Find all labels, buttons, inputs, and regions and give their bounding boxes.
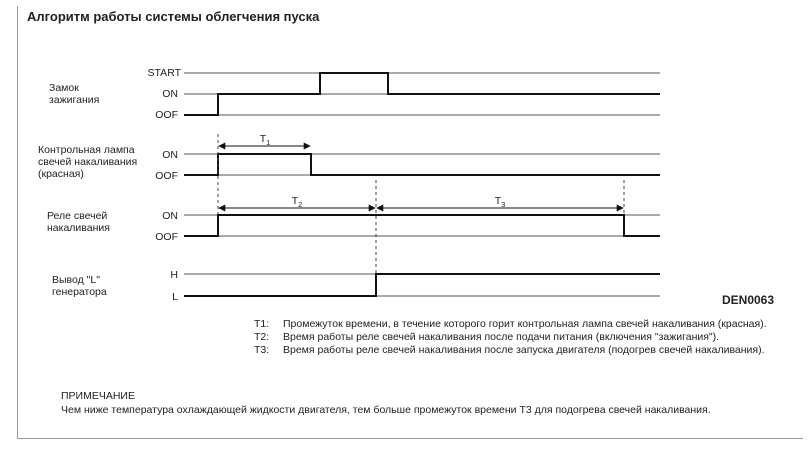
note-t2 bbox=[254, 331, 799, 344]
signal-name-generator-line1: Вывод "L" bbox=[52, 274, 100, 286]
waveform-generator bbox=[184, 274, 660, 296]
interval-notes bbox=[254, 318, 799, 357]
note-text: Время работы реле свечей накаливания после запуска двигателя (подогрев свечей накаливания). bbox=[283, 344, 765, 356]
level-label-ignition-oof: OOF bbox=[155, 109, 178, 121]
note-text: Промежуток времени, в течение которого горит контрольная лампа свечей накаливания (красная). bbox=[283, 318, 767, 330]
interval-label-t2: $T_2$ bbox=[291, 195, 303, 209]
waveform-relay bbox=[184, 215, 660, 236]
note-key: T1: bbox=[254, 318, 270, 330]
page-title: Алгоритм работы системы облегчения пуска bbox=[27, 9, 320, 24]
signal-name-relay-line2: накаливания bbox=[47, 222, 110, 234]
level-label-relay-oof: OOF bbox=[155, 231, 178, 243]
signal-name-lamp bbox=[38, 144, 140, 180]
note-key: T3: bbox=[254, 344, 270, 356]
level-label-generator-h: H bbox=[170, 269, 178, 281]
level-label-relay-on: ON bbox=[162, 210, 178, 222]
signal-name-relay-line1: Реле свечей bbox=[47, 210, 108, 222]
signal-name-ignition-line1: Замок bbox=[49, 82, 79, 94]
note-text: Время работы реле свечей накаливания после подачи питания (включения "зажигания"). bbox=[283, 331, 720, 343]
signal-name-lamp-line3: (красная) bbox=[38, 168, 84, 180]
signal-name-generator-line2: генератора bbox=[52, 286, 107, 298]
waveform-ignition bbox=[184, 73, 660, 115]
level-label-generator-l: L bbox=[172, 291, 178, 303]
level-label-ignition-on: ON bbox=[162, 88, 178, 100]
bottom-border-rule bbox=[17, 438, 803, 439]
signal-name-ignition bbox=[49, 82, 99, 106]
interval-label-t3: $T_3$ bbox=[494, 195, 506, 209]
level-label-lamp-on: ON bbox=[162, 149, 178, 161]
interval-label-t1: $T_1$ bbox=[259, 133, 271, 147]
level-label-ignition-start: START bbox=[147, 67, 181, 79]
remark-heading: ПРИМЕЧАНИЕ bbox=[61, 390, 135, 402]
signal-name-ignition-line2: зажигания bbox=[49, 94, 100, 106]
figure-code: DEN0063 bbox=[722, 293, 775, 307]
note-t3 bbox=[254, 344, 799, 357]
level-label-lamp-oof: OOF bbox=[155, 170, 178, 182]
signal-name-generator bbox=[52, 274, 107, 298]
note-t1 bbox=[254, 318, 799, 331]
note-key: T2: bbox=[254, 331, 270, 343]
signal-name-lamp-line2: свечей накаливания bbox=[38, 156, 138, 168]
signal-name-lamp-line1: Контрольная лампа bbox=[38, 144, 135, 156]
waveform-lamp bbox=[184, 154, 660, 175]
remark-text: Чем ниже температура охлаждающей жидкости двигателя, тем больше промежуток времени Т3 для подогрева свечей накаливания. bbox=[61, 404, 711, 416]
signal-name-relay bbox=[47, 210, 110, 234]
